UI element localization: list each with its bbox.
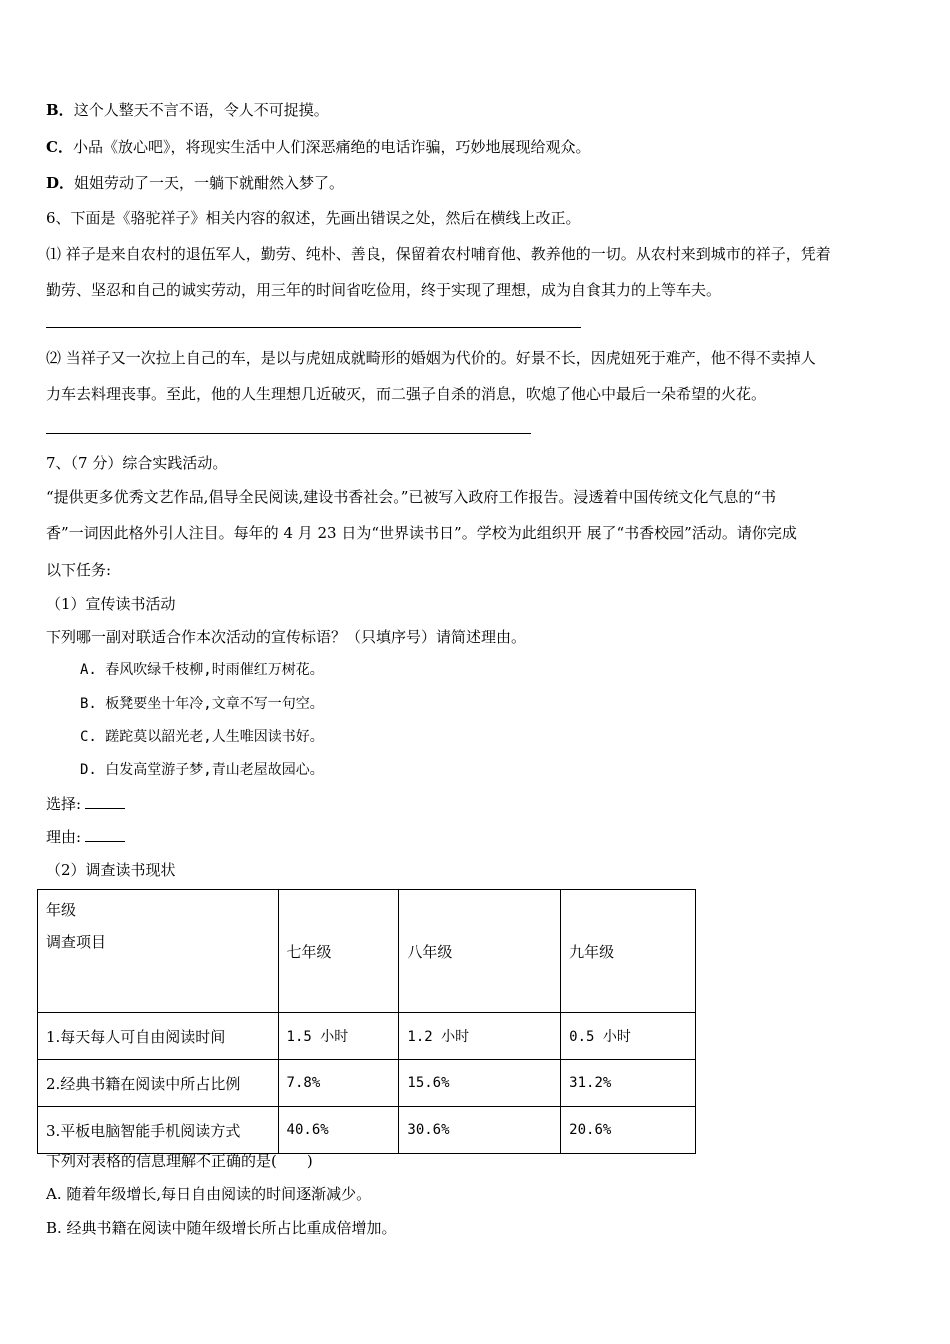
q5-option-d: D．姐姐劳动了一天，一躺下就酣然入梦了。: [46, 174, 345, 192]
task2-title: （2）调查读书现状: [46, 861, 176, 879]
table-header-row: [38, 890, 696, 1013]
grade-7-header: 七年级: [278, 890, 399, 1013]
table-row: 3.平板电脑智能手机阅读方式 40.6% 30.6% 20.6%: [38, 1107, 696, 1154]
q7-intro-line3: 以下任务:: [46, 561, 112, 579]
choice-line: 选择:: [46, 794, 125, 814]
reason-blank[interactable]: [85, 827, 125, 842]
task1-question: 下列哪一副对联适合作本次活动的宣传标语？（只填序号）请简述理由。: [46, 628, 527, 646]
q6-p1-line2: 勤劳、坚忍和自己的诚实劳动，用三年的时间省吃俭用，终于实现了理想，成为自食其力的上等车夫。: [46, 281, 722, 299]
table-row: 2.经典书籍在阅读中所占比例 7.8% 15.6% 31.2%: [38, 1060, 696, 1107]
q7-stem: 7、（7 分）综合实践活动。: [46, 454, 228, 472]
table-corner-cell: 年级 调查项目: [38, 890, 279, 1013]
reason-line: 理由:: [46, 827, 125, 847]
answer-line-1[interactable]: [46, 327, 581, 328]
table-option-a: A. 随着年级增长,每日自由阅读的时间逐渐减少。: [46, 1185, 372, 1203]
q5-option-b: B．这个人整天不言不语，令人不可捉摸。: [46, 101, 329, 119]
couplet-d: D. 白发高堂游子梦,青山老屋故园心。: [80, 762, 324, 778]
q6-p2-line1: ⑵ 当祥子又一次拉上自己的车，是以与虎妞成就畸形的婚姻为代价的。好景不长，因虎妞死于难产，他不得不卖掉人: [46, 349, 816, 367]
q7-intro-line2: 香”一词因此格外引人注目。每年的 4 月 23 日为“世界读书日”。学校为此组织开 展了“书香校园”活动。请你完成: [46, 524, 797, 542]
couplet-c: C. 蹉跎莫以韶光老,人生唯因读书好。: [80, 729, 324, 745]
survey-table: [37, 889, 696, 1154]
grade-8-header: 八年级: [399, 890, 561, 1013]
table-question: 下列对表格的信息理解不正确的是( ): [46, 1152, 313, 1170]
choice-blank[interactable]: [85, 794, 125, 809]
grade-9-header: 九年级: [561, 890, 696, 1013]
q7-intro-line1: “提供更多优秀文艺作品,倡导全民阅读,建设书香社会。”已被写入政府工作报告。浸透着中国传统文化气息的“书: [46, 488, 777, 506]
table-option-b: B. 经典书籍在阅读中随年级增长所占比重成倍增加。: [46, 1219, 397, 1237]
q6-p1-line1: ⑴ 祥子是来自农村的退伍军人，勤劳、纯朴、善良，保留着农村哺育他、教养他的一切。从农村来到城市的祥子，凭着: [46, 245, 831, 263]
answer-line-2[interactable]: [46, 433, 531, 434]
couplet-a: A. 春风吹绿千枝柳,时雨催红万树花。: [80, 662, 324, 678]
q6-stem: 6、下面是《骆驼祥子》相关内容的叙述，先画出错误之处，然后在横线上改正。: [46, 209, 581, 227]
couplet-b: B. 板凳要坐十年冷,文章不写一句空。: [80, 696, 324, 712]
q6-p2-line2: 力车去料理丧事。至此，他的人生理想几近破灭，而二强子自杀的消息，吹熄了他心中最后一朵希望的火花。: [46, 385, 767, 403]
table-row: 1.每天每人可自由阅读时间 1.5 小时 1.2 小时 0.5 小时: [38, 1013, 696, 1060]
task1-title: （1）宣传读书活动: [46, 595, 176, 613]
q5-option-c: C．小品《放心吧》，将现实生活中人们深恶痛绝的电话诈骗，巧妙地展现给观众。: [46, 138, 591, 156]
